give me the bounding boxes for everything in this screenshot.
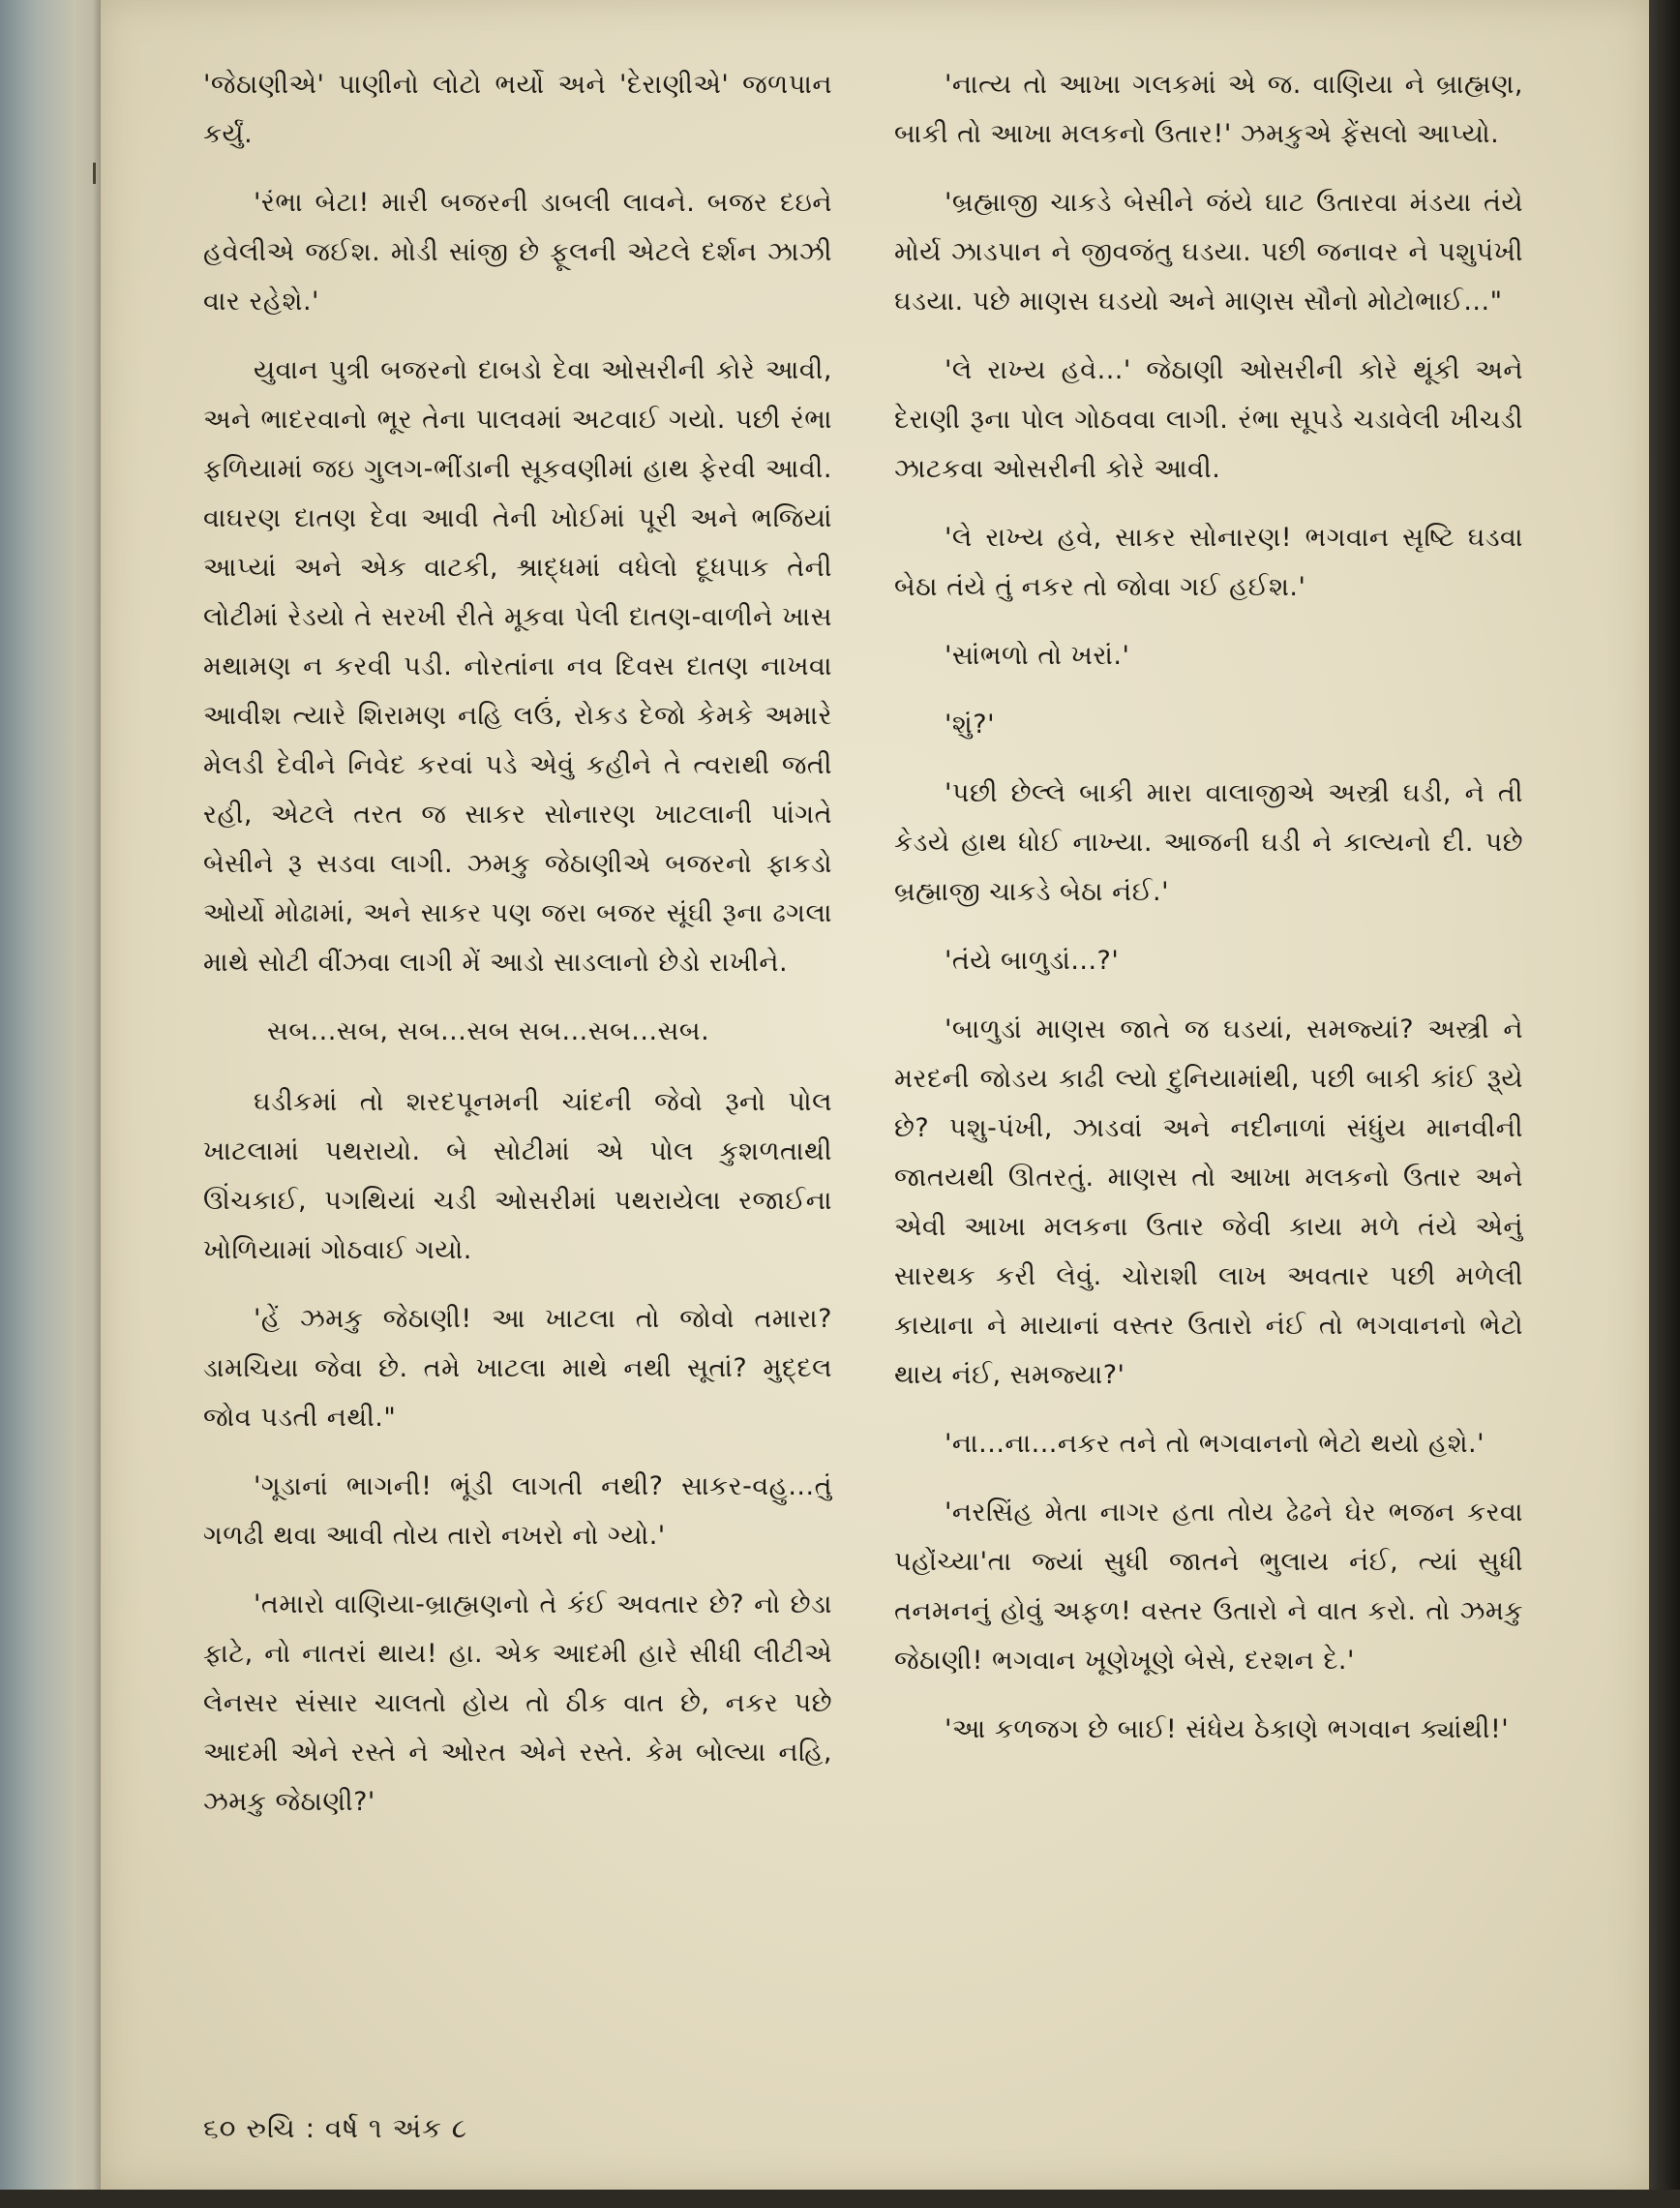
page-binding-edge bbox=[0, 0, 106, 2208]
page-footer: ૬૦ રુચિ : વર્ષ ૧ અંક ૮ bbox=[203, 2112, 468, 2144]
paragraph: ઘડીકમાં તો શરદપૂનમની ચાંદની જેવો રૂનો પોલ ખાટલામાં પથરાયો. બે સોટીમાં એ પોલ કુશળતાથી ઊંચકાઈ, પગથિયાં ચડી ઓસરીમાં પથરાયેલા રજાઈના ખોળિયામાં ગોઠવાઈ ગયો. bbox=[203, 1087, 832, 1265]
paragraph: 'લે રાખ્ય હવે, સાકર સોનારણ! ભગવાન સૃષ્ટિ ઘડવા બેઠા તંયે તું નકર તો જોવા ગઈ હઈશ.' bbox=[894, 523, 1523, 602]
paragraph: 'પછી છેલ્લે બાકી મારા વાલાજીએ અસ્ત્રી ઘડી, ને તી કેડયે હાથ ધોઈ નાખ્યા. આજની ઘડી ને કાલ્યનો દી. પછે બ્રહ્માજી ચાકડે બેઠા નંઈ.' bbox=[894, 778, 1523, 907]
paragraph: 'નાત્ય તો આખા ગલકમાં એ જ. વાણિયા ને બ્રાહ્મણ, બાકી તો આખા મલકનો ઉતાર!' ઝમકુએ ફેંસલો આપ્યો. bbox=[894, 70, 1523, 149]
paragraph: 'સાંભળો તો ખરાં.' bbox=[945, 641, 1130, 671]
paragraph: 'હેં ઝમકુ જેઠાણી! આ ખાટલા તો જોવો તમારા? ડામચિયા જેવા છે. તમે ખાટલા માથે નથી સૂતાં? મુદ્દલ જોવ પડતી નથી." bbox=[203, 1304, 832, 1433]
paragraph: 'બાળુડાં માણસ જાતે જ ઘડયાં, સમજ્યાં? અસ્ત્રી ને મરદની જોડય કાઢી લ્યો દુનિયામાંથી, પછી બાકી કાંઈ રૂ્યે છે? પશુ-પંખી, ઝાડવાં અને નદીનાળાં સંધુંય માનવીની જાતયથી ઊતરતું. માણસ તો આખા મલકનો ઉતાર અને એવી આખા મલકના ઉતાર જેવી કાયા મળે તંયે એનું સારથક કરી લેવું. ચોરાશી લાખ અવતાર પછી મળેલી કાયાના ને માયાનાં વસ્તર ઉતારો નંઈ તો ભગવાનનો ભેટો થાય નંઈ, સમજ્યા?' bbox=[894, 1014, 1523, 1390]
bottom-page-edge bbox=[0, 2190, 1680, 2208]
paragraph: 'રંભા બેટા! મારી બજરની ડાબલી લાવને. બજર દઇને હવેલીએ જઈશ. મોડી સાંજી છે ફૂલની એટલે દર્શન ઝાઝી વાર રહેશે.' bbox=[203, 188, 832, 317]
paragraph: 'ના...ના...નકર તને તો ભગવાનનો ભેટો થયો હશે.' bbox=[945, 1429, 1485, 1459]
paragraph: યુવાન પુત્રી બજરનો દાબડો દેવા ઓસરીની કોરે આવી, અને ભાદરવાનો ભૂર તેના પાલવમાં અટવાઈ ગયો. પછી રંભા ફળિયામાં જઇ ગુલગ-ભીંડાની સૂકવણીમાં હાથ ફેરવી આવી. વાઘરણ દાતણ દેવા આવી તેની ખોઈમાં પૂરી અને ભજિયાં આપ્યાં અને એક વાટકી, શ્રાદ્ધમાં વધેલો દૂધપાક તેની લોટીમાં રેડયો તે સરખી રીતે મૂકવા પેલી દાતણ-વાળીને ખાસ મથામણ ન કરવી પડી. નોરતાંના નવ દિવસ દાતણ નાખવા આવીશ ત્યારે શિરામણ નહિ લઉં, રોકડ દેજો કેમકે અમારે મેલડી દેવીને નિવેદ કરવાં પડે એવું કહીને તે ત્વરાથી જતી રહી, એટલે તરત જ સાકર સોનારણ ખાટલાની પાંગતે બેસીને રૂ સડવા લાગી. ઝમકુ જેઠાણીએ બજરનો ફાકડો ઓર્યો મોઢામાં, અને સાકર પણ જરા બજર સૂંઘી રૂના ઢગલા માથે સોટી વીંઝવા લાગી મેં આડો સાડલાનો છેડો રાખીને. bbox=[203, 355, 832, 978]
right-page-edge bbox=[1649, 0, 1680, 2208]
paragraph: 'નરસિંહ મેતા નાગર હતા તોય ઢેઢને ઘેર ભજન કરવા પહોંચ્યા'તા જ્યાં સુધી જાતને ભુલાય નંઈ, ત્યાં સુધી તનમનનું હોવું અફળ! વસ્તર ઉતારો ને વાત કરો. તો ઝમકુ જેઠાણી! ભગવાન ખૂણેખૂણે બેસે, દરશન દે.' bbox=[894, 1497, 1523, 1676]
paragraph: 'બ્રહ્માજી ચાકડે બેસીને જંયે ઘાટ ઉતારવા મંડયા તંયે મોર્ય ઝાડપાન ને જીવજંતુ ઘડયા. પછી જનાવર ને પશુપંખી ઘડયા. પછે માણસ ઘડયો અને માણસ સૌનો મોટોભાઈ..." bbox=[894, 188, 1523, 317]
paragraph: 'તંયે બાળુડાં...?' bbox=[945, 946, 1120, 976]
paragraph: 'શું?' bbox=[945, 710, 995, 740]
paragraph: 'તમારો વાણિયા-બ્રાહ્મણનો તે કંઈ અવતાર છે? નો છેડા ફાટે, નો નાતરાં થાય! હા. એક આદમી હારે સીધી લીટીએ લેનસર સંસાર ચાલતો હોય તો ઠીક વાત છે, નકર પછે આદમી એને રસ્તે ને ઓરત એને રસ્તે. કેમ બોલ્યા નહિ, ઝમકુ જેઠાણી?' bbox=[203, 1589, 832, 1817]
margin-mark bbox=[93, 163, 104, 184]
paragraph: 'ગૂડાનાં ભાગની! ભૂંડી લાગતી નથી? સાકર-વહુ...તું ગળઢી થવા આવી તોય તારો નખરો નો ગ્યો.' bbox=[203, 1471, 832, 1551]
left-text-column bbox=[203, 60, 832, 1846]
paragraph: 'લે રાખ્ય હવે...' જેઠાણી ઓસરીની કોરે થૂંકી અને દેરાણી રૂના પોલ ગોઠવવા લાગી. રંભા સૂપડે ચડાવેલી ખીચડી ઝાટકવા ઓસરીની કોરે આવી. bbox=[894, 355, 1523, 484]
paragraph: 'આ કળજગ છે બાઈ! સંધેય ઠેકાણે ભગવાન ક્યાંથી!' bbox=[945, 1714, 1510, 1744]
sound-effect-line: સબ...સબ, સબ...સબ સબ...સબ...સબ. bbox=[267, 1016, 710, 1046]
right-text-column bbox=[894, 60, 1523, 1773]
paragraph: 'જેઠાણીએ' પાણીનો લોટો ભર્યો અને 'દેરાણીએ' જળપાન કર્યું. bbox=[203, 70, 832, 149]
